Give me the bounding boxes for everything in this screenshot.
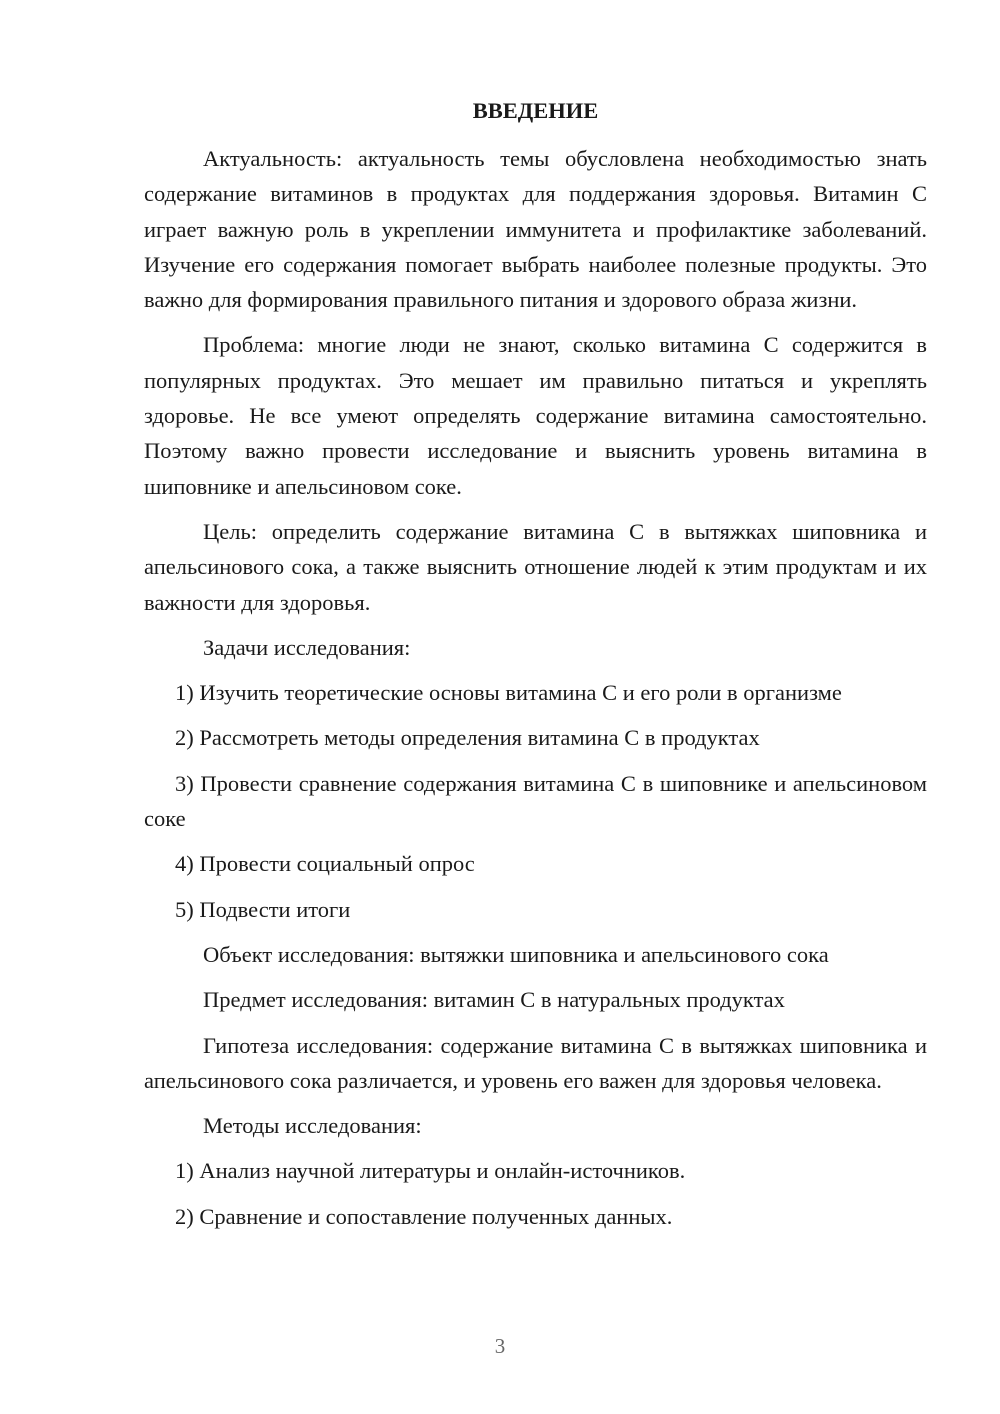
task-item: 5) Подвести итоги (175, 896, 351, 922)
section-heading: ВВЕДЕНИЕ (472, 98, 599, 123)
document-page (144, 96, 927, 1244)
task-item: 1) Изучить теоретические основы витамина С и его роли в организме (175, 680, 842, 706)
goal-paragraph: Цель: определить содержание витамина С в вытяжках шиповника и апельсинового сока, а также выяснить отношение людей к этим продуктам и их важности для здоровья. (144, 518, 927, 615)
tasks-heading: Задачи исследования: (203, 634, 411, 660)
task-item: 2) Рассмотреть методы определения витамина С в продуктах (175, 725, 760, 751)
subject-paragraph: Предмет исследования: витамин С в натуральных продуктах (203, 987, 785, 1013)
method-item: 2) Сравнение и сопоставление полученных данных. (175, 1203, 673, 1229)
method-item: 1) Анализ научной литературы и онлайн-источников. (175, 1158, 686, 1184)
object-paragraph: Объект исследования: вытяжки шиповника и апельсинового сока (203, 941, 829, 967)
page-number: 3 (494, 1334, 506, 1358)
relevance-paragraph: Актуальность: актуальность темы обусловлена необходимостью знать содержание витаминов в продуктах для поддержания здоровья. Витамин С играет важную роль в укреплении иммунитета и профилактике заболеваний. Изучение его содержания помогает выбрать наиболее полезные продукты. Это важно для формирования правильного питания и здорового образа жизни. (144, 146, 927, 313)
problem-paragraph: Проблема: многие люди не знают, сколько витамина С содержится в популярных продуктах. Это мешает им правильно питаться и укреплять здоровье. Не все умеют определять содержание витамина самостоятельно. Поэтому важно провести исследование и выяснить уровень витамина в шиповнике и апельсиновом соке. (144, 332, 927, 499)
task-item: 4) Провести социальный опрос (175, 851, 475, 877)
methods-heading: Методы исследования: (203, 1113, 422, 1139)
hypothesis-paragraph: Гипотеза исследования: содержание витамина С в вытяжках шиповника и апельсинового сока различается, и уровень его важен для здоровья человека. (144, 1032, 927, 1093)
task-item: 3) Провести сравнение содержания витамина С в шиповнике и апельсиновом соке (144, 770, 927, 832)
